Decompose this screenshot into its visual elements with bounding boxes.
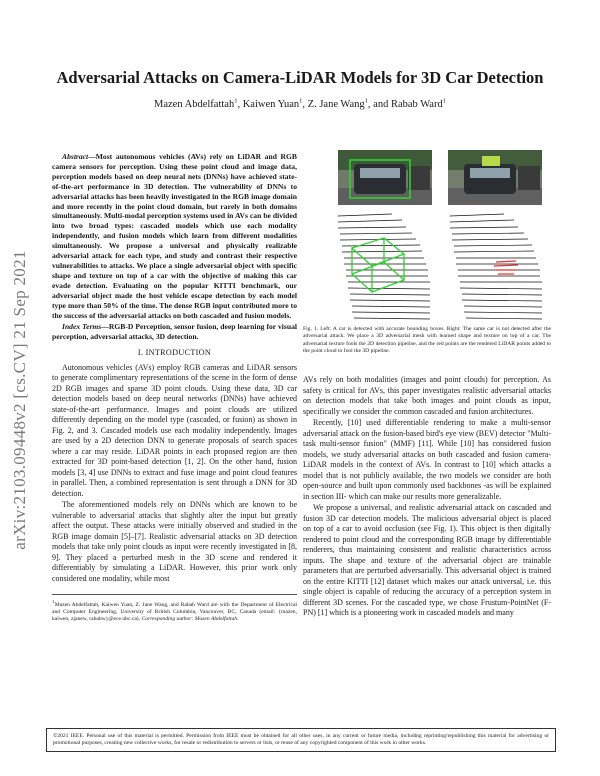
- section-heading: I. INTRODUCTION: [137, 348, 212, 358]
- adversarial-object: [482, 156, 500, 166]
- corresponding-author: Corresponding author: Mazen Abdelfattah.: [141, 615, 239, 622]
- photo-right-attacked: [448, 150, 542, 205]
- intro-paragraph: AVs rely on both modalities (images and point clouds) for perception. As safety is critical for AVs, this paper investigates realistic adversarial attacks on detection models that take both images and point clouds as input, specifically we consider the common cascaded and fusion architectures.: [303, 375, 551, 416]
- right-column: [303, 375, 551, 619]
- intro-paragraph: We propose a universal, and realistic adversarial attack on cascaded and fusion 3D car detection models. The malicious adversarial object is placed on top of a car to avoid occlusion (see Fig. 1). This object is then digitally rendered to point cloud and the corresponding RGB image by differentiable renderers, thus maintaining consistent and realistic characteristics across inputs. The shape and texture of the adversarial object are trainable parameters that are perturbed adversarially. This adversarial object is trained on the entire KITTI [12] dataset which makes our attack universal, i.e. this single object is capable of reducing the accuracy of a perception system in different 3D scenes. For the cascaded type, we chose Frustum-PointNet (F-PN) [1] which is a pioneering work in cascaded models and many: [303, 503, 551, 617]
- index-terms: [52, 322, 297, 342]
- arxiv-id: arXiv:2103.09448v2 [cs.CV] 21 Sep 2021: [10, 250, 29, 550]
- author-list: [40, 97, 560, 110]
- author: Kaiwen Yuan$^1$,: [242, 97, 308, 110]
- author: Rabab Ward$^1$: [390, 97, 446, 110]
- figure-caption: Fig. 1. Left: A car is detected with accurate bounding boxes. Right: The same car is not detected after the adversarial attack. We place a 3D adversarial mesh with learned shape and texture on top of a car. The adversarial texture fools the 2D detection pipeline, and the red points are the rendered LiDAR points added to the point cloud to fool the 3D pipeline.: [303, 326, 551, 355]
- figure-1-graphic: [332, 150, 548, 325]
- copyright-notice: ©2021 IEEE. Personal use of this material is permitted. Permission from IEEE must be obtained for all other uses, in any current or future media, including reprinting/republishing this material for advertising or promotional purposes, creating new collective works, for resale or redistribution to servers or lists, or reuse of any copyrighted component of this work in other works.: [46, 728, 556, 752]
- arxiv-side-stamp: [0, 185, 40, 615]
- adversarial-points: [494, 261, 518, 274]
- intro-paragraph: Autonomous vehicles (AVs) employ RGB cameras and LiDAR sensors to generate complimentary representations of the scene in the form of dense 2D RGB images and sparse 3D point clouds. Using these data, 3D car detection models based on deep neural networks (DNNs) have achieved state-of-the-art performance. Images and point clouds are utilized differently depending on the model type (cascaded, or fusion) as shown in Fig. 2, and 3. Cascaded models use each modality independently. Images are used by a 2D detection DNN to generate proposals of search spaces where a car may reside. LiDAR points in each proposed region are then extracted for 3D point-based detection [1, 2]. On the other hand, fusion models [3, 4] use DNNs to extract and fuse image and point cloud features in parallel. Then, a combined representation is sent through a DNN for 3D detection.: [52, 362, 297, 498]
- index-terms-text: —RGB-D Perception, sensor fusion, deep learning for visual perception, adversarial attacks, 3D detection.: [52, 322, 298, 342]
- abstract-label: Abstract: [62, 152, 89, 161]
- paper-title: Adversarial Attacks on Camera-LiDAR Models for 3D Car Detection: [56, 68, 544, 87]
- intro-paragraph: The aforementioned models rely on DNNs which are known to be vulnerable to adversarial attacks that slightly alter the input but greatly affect the output. These attacks were initially observed and studied in the RGB image domain [5]–[7]. Realistic adversarial attacks on 3D detection models that take only point clouds as input were recently investigated in [8, 9]. They placed a perturbed mesh in the 3D scene and rendered it differentiably by simulating a LiDAR. However, this prior work only considered one modality, while most: [52, 500, 297, 583]
- index-terms-label: Index Terms: [62, 322, 102, 332]
- author: Mazen Abdelfattah$^1$,: [154, 97, 243, 110]
- abstract: [52, 152, 297, 320]
- intro-paragraph: Recently, [10] used differentiable rendering to make a multi-sensor adversarial attack on the fusion-based bird's eye view (BEV) detector "Multi-task multi-sensor fusion" (MMF) [11]. While [10] has considered fusion models, we study adversarial attacks on both cascaded and fusion camera-LiDAR models in the context of AVs. In contrast to [10] which attacks a model that is not publicly available, the two models we consider are both open-source and built upon commonly used backbones -as will be explained in section III- which can make our results more generalizable.: [303, 418, 551, 501]
- author: Z. Jane Wang$^1$, and: [307, 97, 391, 110]
- affiliation-footnote: $^1$ Mazen Abdelfattah, Kaiwen Yuan, Z. Jane Wang, and Rabab Ward are with the Department of Electrical and Computer Engineering, University of British Columbia, Vancouver, BC, Canada (email: {mazen, kaiwen, zjanew, rababw}@ece.ubc.ca). Corresponding author: Mazen Abdelfattah.: [52, 594, 297, 623]
- bounding-box-3d: [352, 238, 404, 292]
- left-column: [52, 152, 297, 623]
- abstract-text: —Most autonomous vehicles (AVs) rely on LiDAR and RGB camera sensors for perception. Using these point cloud and image data, perception models based on deep neural nets (DNNs) have achieved state-of-the-art performance in 3D detection. The vulnerability of DNNs to adversarial attacks has been heavily investigated in the RGB image domain and more recently in the point cloud domain, but rarely in both domains simultaneously. Multi-modal perception systems used in AVs can be divided into two broad types: cascaded models which use each modality independently, and fusion models which learn from different modalities simultaneously. We propose a universal and physically realizable adversarial attack for each type, and study and contrast their respective vulnerabilities to attacks. We place a single adversarial object with specific shape and texture on top of a car with the objective of making this car evade detection. Evaluating on the popular KITTI benchmark, our adversarial object made the host vehicle escape detection by each model type more than 50% of the time. The dense RGB input contributed more to the success of the adversarial attacks on both cascaded and fusion models.: [52, 152, 297, 320]
- figure-1: [332, 150, 548, 330]
- photo-left-detected: [338, 150, 432, 205]
